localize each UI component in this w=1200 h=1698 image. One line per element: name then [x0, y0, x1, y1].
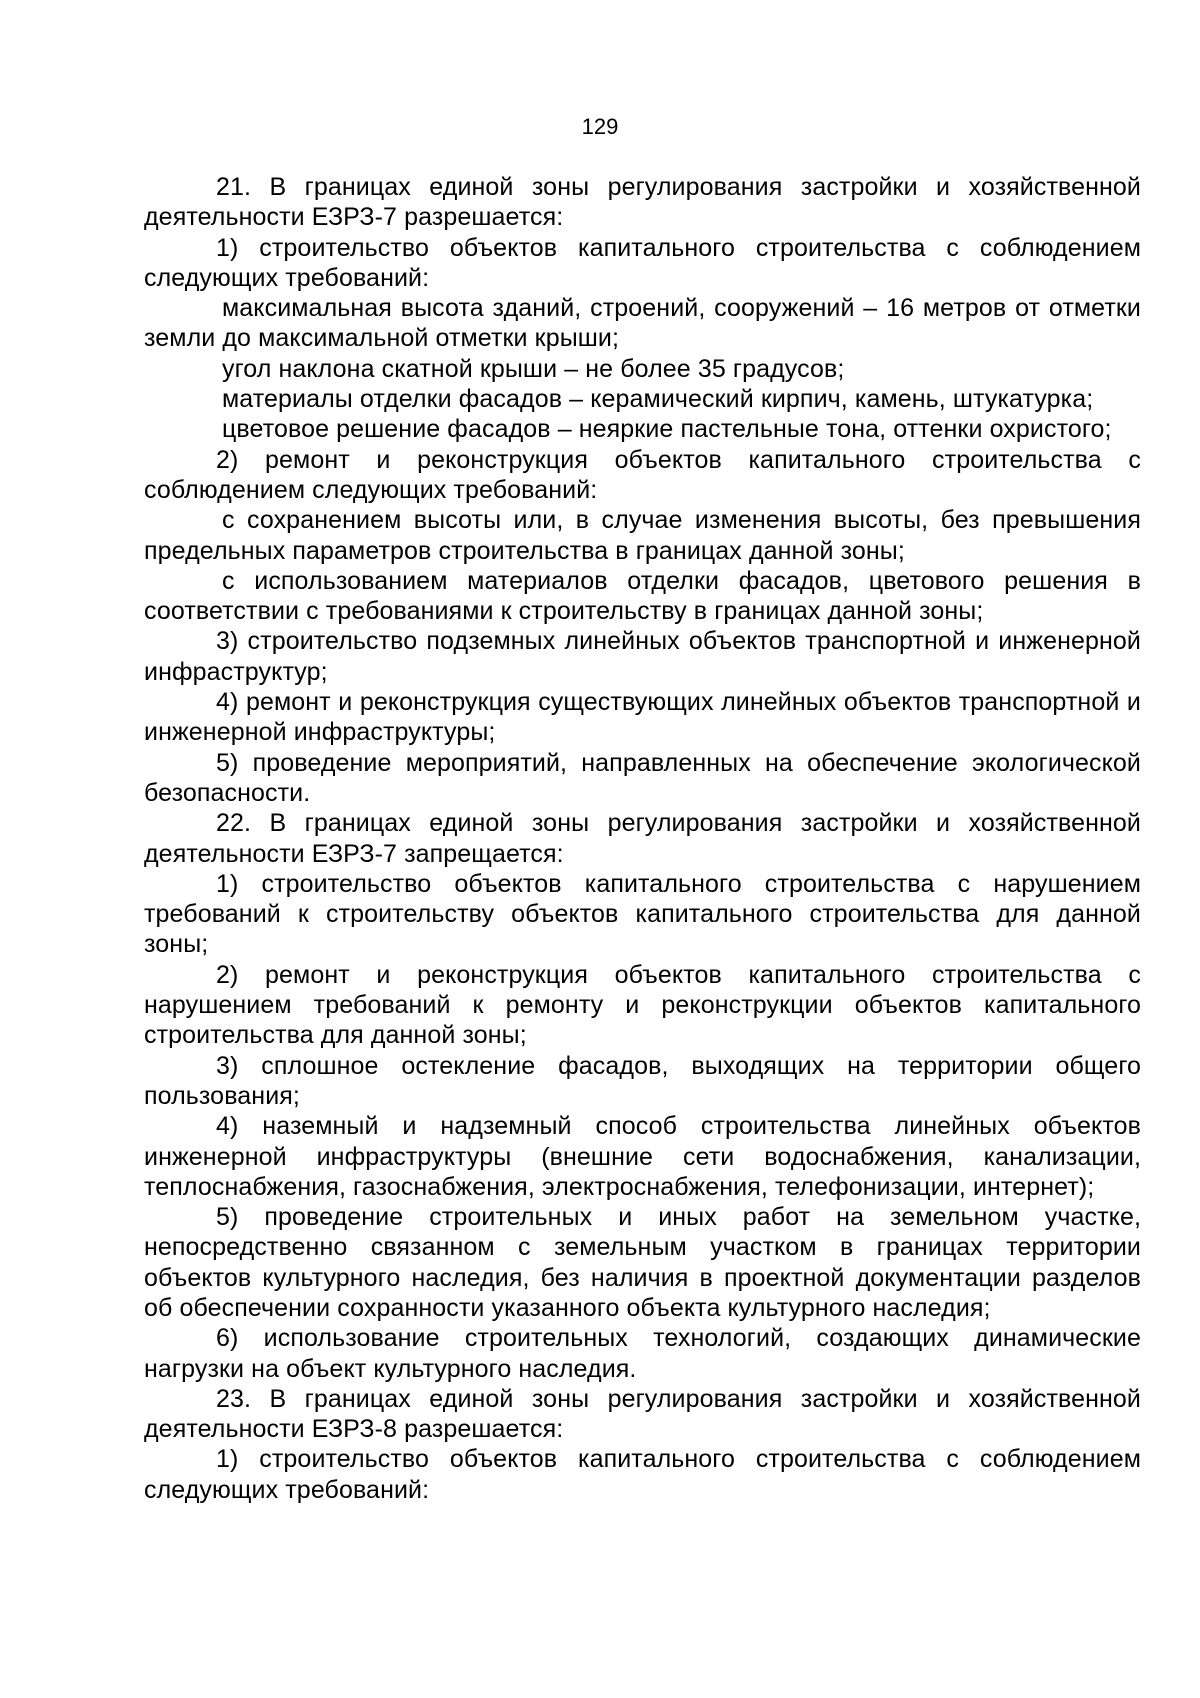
paragraph: 1) строительство объектов капитального строительства с соблюдением следующих требований:	[144, 233, 1141, 292]
paragraph: угол наклона скатной крыши – не более 35 градусов;	[222, 354, 845, 383]
paragraph: 2) ремонт и реконструкция объектов капитального строительства с соблюдением следующих требований:	[144, 445, 1141, 504]
document-body	[144, 172, 1141, 1505]
paragraph: максимальная высота зданий, строений, сооружений – 16 метров от отметки земли до максимальной отметки крыши;	[144, 294, 1141, 353]
paragraph: 5) проведение мероприятий, направленных на обеспечение экологической безопасности.	[144, 748, 1141, 807]
paragraph: 21. В границах единой зоны регулирования застройки и хозяйственной деятельности ЕЗРЗ-7 разрешается:	[144, 173, 1141, 232]
paragraph: 5) проведение строительных и иных работ на земельном участке, непосредственно связанном с земельным участком в границах территории объектов культурного наследия, без наличия в проектной документации разделов об обеспечении сохранности указанного объекта культурного наследия;	[144, 1203, 1141, 1322]
paragraph: с сохранением высоты или, в случае изменения высоты, без превышения предельных параметров строительства в границах данной зоны;	[144, 506, 1141, 565]
paragraph: 1) строительство объектов капитального строительства с нарушением требований к строительству объектов капитального строительства для данной зоны;	[144, 869, 1141, 959]
paragraph: 3) строительство подземных линейных объектов транспортной и инженерной инфраструктур;	[144, 627, 1141, 686]
paragraph: 2) ремонт и реконструкция объектов капитального строительства с нарушением требований к ремонту и реконструкции объектов капитального строительства для данной зоны;	[144, 960, 1141, 1050]
paragraph: 4) наземный и надземный способ строительства линейных объектов инженерной инфраструктуры (внешние сети водоснабжения, канализации, теплоснабжения, газоснабжения, электроснабжения, телефонизации, интернет);	[144, 1112, 1141, 1201]
paragraph: 6) использование строительных технологий, создающих динамические нагрузки на объект культурного наследия.	[144, 1324, 1141, 1383]
paragraph: с использованием материалов отделки фасадов, цветового решения в соответствии с требованиями к строительству в границах данной зоны;	[144, 566, 1141, 626]
page-number: 129	[581, 114, 619, 139]
paragraph: цветовое решение фасадов – неяркие пастельные тона, оттенки охристого;	[222, 415, 1112, 444]
paragraph: материалы отделки фасадов – керамический кирпич, камень, штукатурка;	[222, 385, 1094, 414]
paragraph: 3) сплошное остекление фасадов, выходящих на территории общего пользования;	[144, 1051, 1141, 1110]
paragraph: 22. В границах единой зоны регулирования застройки и хозяйственной деятельности ЕЗРЗ-7 запрещается:	[144, 809, 1141, 868]
paragraph: 4) ремонт и реконструкция существующих линейных объектов транспортной и инженерной инфраструктуры;	[144, 688, 1141, 747]
paragraph: 1) строительство объектов капитального строительства с соблюдением следующих требований:	[144, 1445, 1141, 1504]
paragraph: 23. В границах единой зоны регулирования застройки и хозяйственной деятельности ЕЗРЗ-8 разрешается:	[144, 1384, 1141, 1444]
